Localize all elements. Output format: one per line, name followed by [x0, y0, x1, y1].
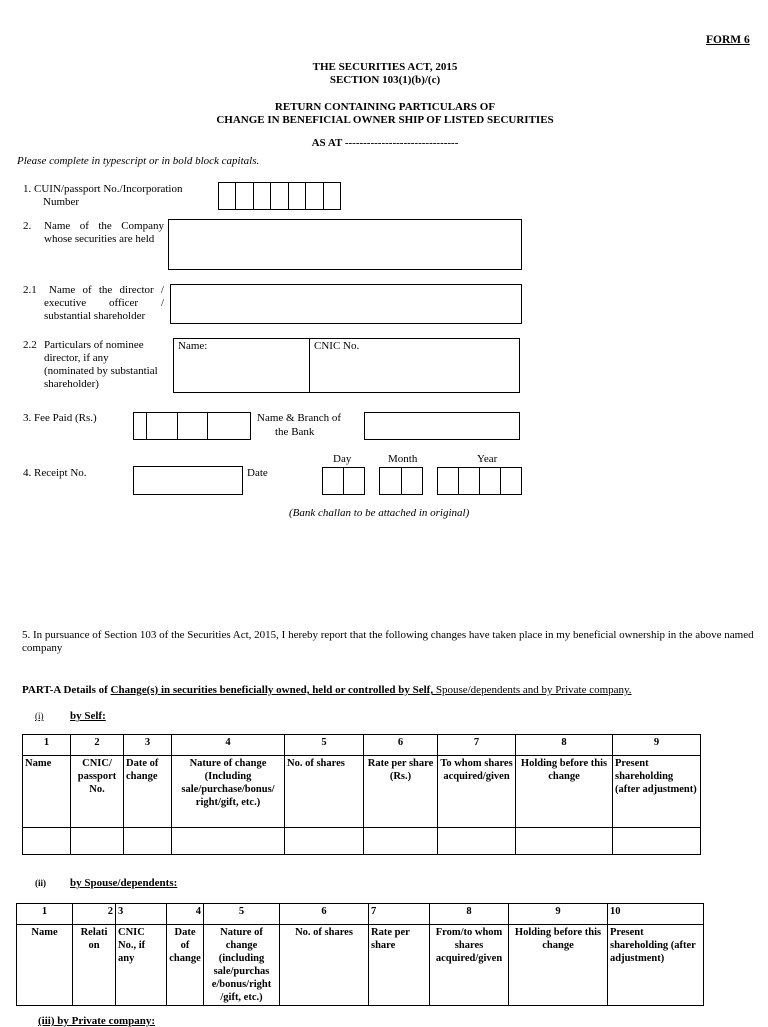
director-name-input[interactable]: [170, 284, 522, 324]
year-input[interactable]: [437, 467, 522, 495]
part-a-underlined: Change(s) in securities beneficially owned, held or controlled by Self,: [110, 684, 434, 696]
t2-header-present: Present shareholding (after adjustment): [608, 925, 704, 1006]
t2-header-nature: Nature of change (including sale/purchas e/bonus/right /gift, etc.): [204, 925, 280, 1006]
field-21-num: 2.1: [23, 284, 37, 296]
t1-col-4-num: 4: [172, 735, 285, 756]
t1-col-2-num: 2: [71, 735, 124, 756]
t2-header-shares: No. of shares: [280, 925, 369, 1006]
t2-col-4-num: 4: [167, 904, 204, 925]
bank-branch-input[interactable]: [364, 412, 520, 440]
pursuance-paragraph: 5. In pursuance of Section 103 of the Securities Act, 2015, I hereby report that the following changes have taken place in my beneficial ownership in the above named company: [22, 629, 754, 654]
month-input[interactable]: [379, 467, 423, 495]
field-22-num: 2.2: [23, 339, 37, 351]
nominee-cnic-label: CNIC No.: [314, 340, 360, 352]
act-title: THE SECURITIES ACT, 2015: [312, 61, 458, 73]
t2-header-holding-before: Holding before this change: [509, 925, 608, 1006]
part-a-suffix: Spouse/dependents and by Private company.: [433, 684, 632, 696]
spouse-changes-table: [16, 903, 704, 1006]
field-22-label-3: (nominated by substantial: [44, 365, 158, 377]
t1-col-7-num: 7: [438, 735, 516, 756]
t1-cell[interactable]: [438, 828, 516, 855]
t1-col-6-num: 6: [364, 735, 438, 756]
t1-cell[interactable]: [285, 828, 364, 855]
month-label: Month: [388, 453, 418, 465]
date-label: Date: [247, 467, 268, 479]
t1-col-5-num: 5: [285, 735, 364, 756]
instruction-text: Please complete in typescript or in bold block capitals.: [17, 155, 260, 167]
field-21-label-3: substantial shareholder: [44, 310, 146, 322]
t1-header-holding-before: Holding before this change: [516, 756, 613, 828]
field-4-label: 4. Receipt No.: [23, 467, 87, 479]
field-21-label-2: executive officer /: [44, 297, 164, 309]
t1-col-9-num: 9: [613, 735, 701, 756]
field-1-label: 1. CUIN/passport No./Incorporation: [23, 183, 183, 195]
field-22-label: Particulars of nominee: [44, 339, 144, 351]
part-a-heading: [22, 684, 632, 696]
field-22-label-2: director, if any: [44, 352, 109, 364]
t1-header-present: Present shareholding (after adjustment): [613, 756, 701, 828]
bank-label: Name & Branch of: [257, 412, 341, 424]
t2-col-1-num: 1: [17, 904, 73, 925]
t2-header-whom: From/to whom shares acquired/given: [430, 925, 509, 1006]
section-title: SECTION 103(1)(b)/(c): [329, 74, 441, 86]
t2-header-cnic: CNIC No., if any: [116, 925, 167, 1006]
t1-col-1-num: 1: [23, 735, 71, 756]
part-a-prefix: PART-A Details of: [22, 684, 111, 696]
t1-col-8-num: 8: [516, 735, 613, 756]
t1-cell[interactable]: [364, 828, 438, 855]
t1-cell[interactable]: [516, 828, 613, 855]
t1-input-row[interactable]: [23, 828, 701, 855]
t2-col-3-num: 3: [116, 904, 167, 925]
return-title: RETURN CONTAINING PARTICULARS OF: [274, 101, 496, 113]
field-3-label: 3. Fee Paid (Rs.): [23, 412, 97, 424]
return-subtitle: CHANGE IN BENEFICIAL OWNER SHIP OF LISTED SECURITIES: [216, 114, 554, 126]
t1-cell[interactable]: [71, 828, 124, 855]
section-i-label: by Self:: [70, 710, 106, 722]
section-ii-num: (ii): [35, 878, 46, 888]
t1-cell[interactable]: [23, 828, 71, 855]
t2-header-rate: Rate per share: [369, 925, 430, 1006]
t1-cell[interactable]: [613, 828, 701, 855]
year-label: Year: [477, 453, 498, 465]
t2-col-10-num: 10: [608, 904, 704, 925]
t2-col-5-num: 5: [204, 904, 280, 925]
t2-col-2-num: 2: [73, 904, 116, 925]
challan-note: (Bank challan to be attached in original): [289, 507, 470, 519]
t2-header-name: Name: [17, 925, 73, 1006]
t1-col-3-num: 3: [124, 735, 172, 756]
section-iii-label: (iii) by Private company:: [38, 1015, 156, 1027]
section-ii-label: by Spouse/dependents:: [70, 877, 178, 889]
as-at-line: AS AT -------------------------------: [311, 137, 459, 149]
t2-col-6-num: 6: [280, 904, 369, 925]
nominee-name-label: Name:: [178, 340, 208, 352]
company-name-input[interactable]: [168, 219, 522, 270]
section-i-num: (i): [35, 711, 44, 721]
t1-header-date: Date of change: [124, 756, 172, 828]
t1-header-rate: Rate per share (Rs.): [364, 756, 438, 828]
receipt-no-input[interactable]: [133, 466, 243, 495]
field-21-label: Name of the director /: [49, 284, 164, 296]
field-1-label-2: Number: [43, 196, 80, 208]
t1-cell[interactable]: [172, 828, 285, 855]
t1-header-shares: No. of shares: [285, 756, 364, 828]
field-2-num: 2.: [23, 220, 32, 232]
cuin-input[interactable]: [218, 182, 341, 210]
t1-header-cnic: CNIC/ passport No.: [71, 756, 124, 828]
field-22-label-4: shareholder): [44, 378, 99, 390]
t2-header-relation: Relati on: [73, 925, 116, 1006]
t1-header-nature: Nature of change (Including sale/purchase/bonus/ right/gift, etc.): [172, 756, 285, 828]
t2-col-8-num: 8: [430, 904, 509, 925]
t1-header-whom: To whom shares acquired/given: [438, 756, 516, 828]
t1-cell[interactable]: [124, 828, 172, 855]
t2-col-9-num: 9: [509, 904, 608, 925]
t2-col-7-num: 7: [369, 904, 430, 925]
day-label: Day: [333, 453, 352, 465]
field-2-label-2: whose securities are held: [44, 233, 155, 245]
fee-paid-input[interactable]: [133, 412, 251, 440]
field-2-label: Name of the Company: [44, 220, 164, 232]
t1-header-name: Name: [23, 756, 71, 828]
day-input[interactable]: [322, 467, 365, 495]
self-changes-table: [22, 734, 701, 855]
t2-header-date: Date of change: [167, 925, 204, 1006]
form-number: FORM 6: [706, 34, 750, 46]
bank-label-2: the Bank: [275, 426, 315, 438]
